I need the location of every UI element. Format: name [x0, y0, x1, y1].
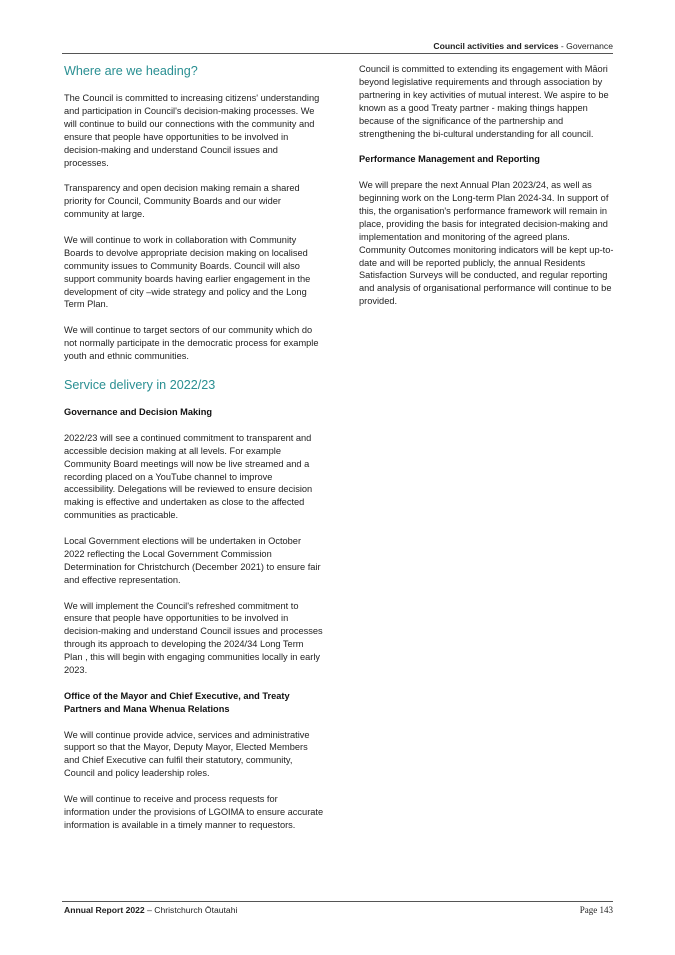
subheading-performance-management: Performance Management and Reporting	[359, 154, 540, 165]
heading-where-are-we-heading: Where are we heading?	[64, 64, 198, 78]
left-column	[64, 63, 324, 832]
paragraph: We will continue provide advice, services and administrative support so that the Mayor, Deputy Mayor, Elected Members and Chief Executive can fulfil their statutory, community, Council and policy leadership roles.	[64, 729, 310, 779]
paragraph: Transparency and open decision making remain a shared priority for Council, Community Boards and our wider community at large.	[64, 183, 300, 220]
running-footer	[64, 905, 237, 915]
paragraph: The Council is committed to increasing citizens' understanding and participation in Council's decision-making processes. We will continue to build our connections with the community and ensure that people have opportunities to be involved in decision-making and understand Council issues and processes.	[64, 93, 320, 168]
footer-report-title: Annual Report 2022	[64, 905, 145, 915]
header-section-title: Council activities and services	[433, 41, 559, 51]
footer-rule	[62, 901, 613, 902]
paragraph: Local Government elections will be undertaken in October 2022 reflecting the Local Government Commission Determination for Christchurch (December 2021) to ensure fair and effective representation.	[64, 536, 321, 585]
subheading-governance: Governance and Decision Making	[64, 406, 213, 417]
paragraph: We will continue to target sectors of our community which do not normally participate in the democratic process for example youth and ethnic communities.	[64, 325, 319, 362]
subheading-office-of-mayor: Office of the Mayor and Chief Executive, and Treaty Partners and Mana Whenua Relations	[64, 690, 290, 714]
running-header	[433, 41, 613, 51]
paragraph: We will prepare the next Annual Plan 2023/24, as well as beginning work on the Long-term Plan 2024-34. In support of this, the organisation's performance framework will remain in place, providing the basis for integrated decision-making and implementation and monitoring of the agreed plans.	[359, 180, 609, 242]
header-rule	[62, 53, 613, 54]
paragraph: We will implement the Council's refreshed commitment to ensure that people have opportunities to be involved in decision-making and understand Council issues and processes through its approach to developing the 2024/34 Long Term Plan , this will begin with engaging communities locally in early 2023.	[64, 600, 323, 676]
paragraph: Community Outcomes monitoring indicators will be kept up-to-date and will be reported publicly, the annual Residents Satisfaction Surveys will be conducted, and regular reporting and analysis of organisational performance will continue to be provided.	[359, 244, 614, 307]
header-section-subtitle: - Governance	[558, 41, 613, 51]
paragraph: Council is committed to extending its engagement with Māori beyond legislative requirements and through association by partnering in key activities of mutual interest. We aspire to be known as a good Treaty partner - making things happen because of the significance of the partnership and strengthening the bi-cultural understanding for all council.	[359, 64, 609, 139]
paragraph: 2022/23 will see a continued commitment to transparent and accessible decision making at all levels. For example Community Board meetings will now be live streamed and a recording placed on a YouTube channel to improve accessibility. Delegations will be reviewed to ensure decision making is effective and undertaken as close to the affected communities as practicable.	[64, 432, 313, 521]
right-column	[359, 63, 617, 308]
paragraph: We will continue to receive and process requests for information under the provisions of LGOIMA to ensure accurate information is available in a timely manner to requestors.	[64, 794, 324, 830]
heading-service-delivery: Service delivery in 2022/23	[64, 377, 216, 392]
page-number: Page 143	[579, 905, 613, 915]
footer-report-subtitle: – Christchurch Ōtautahi	[144, 905, 238, 915]
paragraph: We will continue to work in collaboration with Community Boards to devolve appropriate decision making on localised community issues to Community Boards. Council will also support community boards having earlier engagement in the development of city –wide strategy and policy and the Long Term Plan.	[64, 234, 311, 310]
